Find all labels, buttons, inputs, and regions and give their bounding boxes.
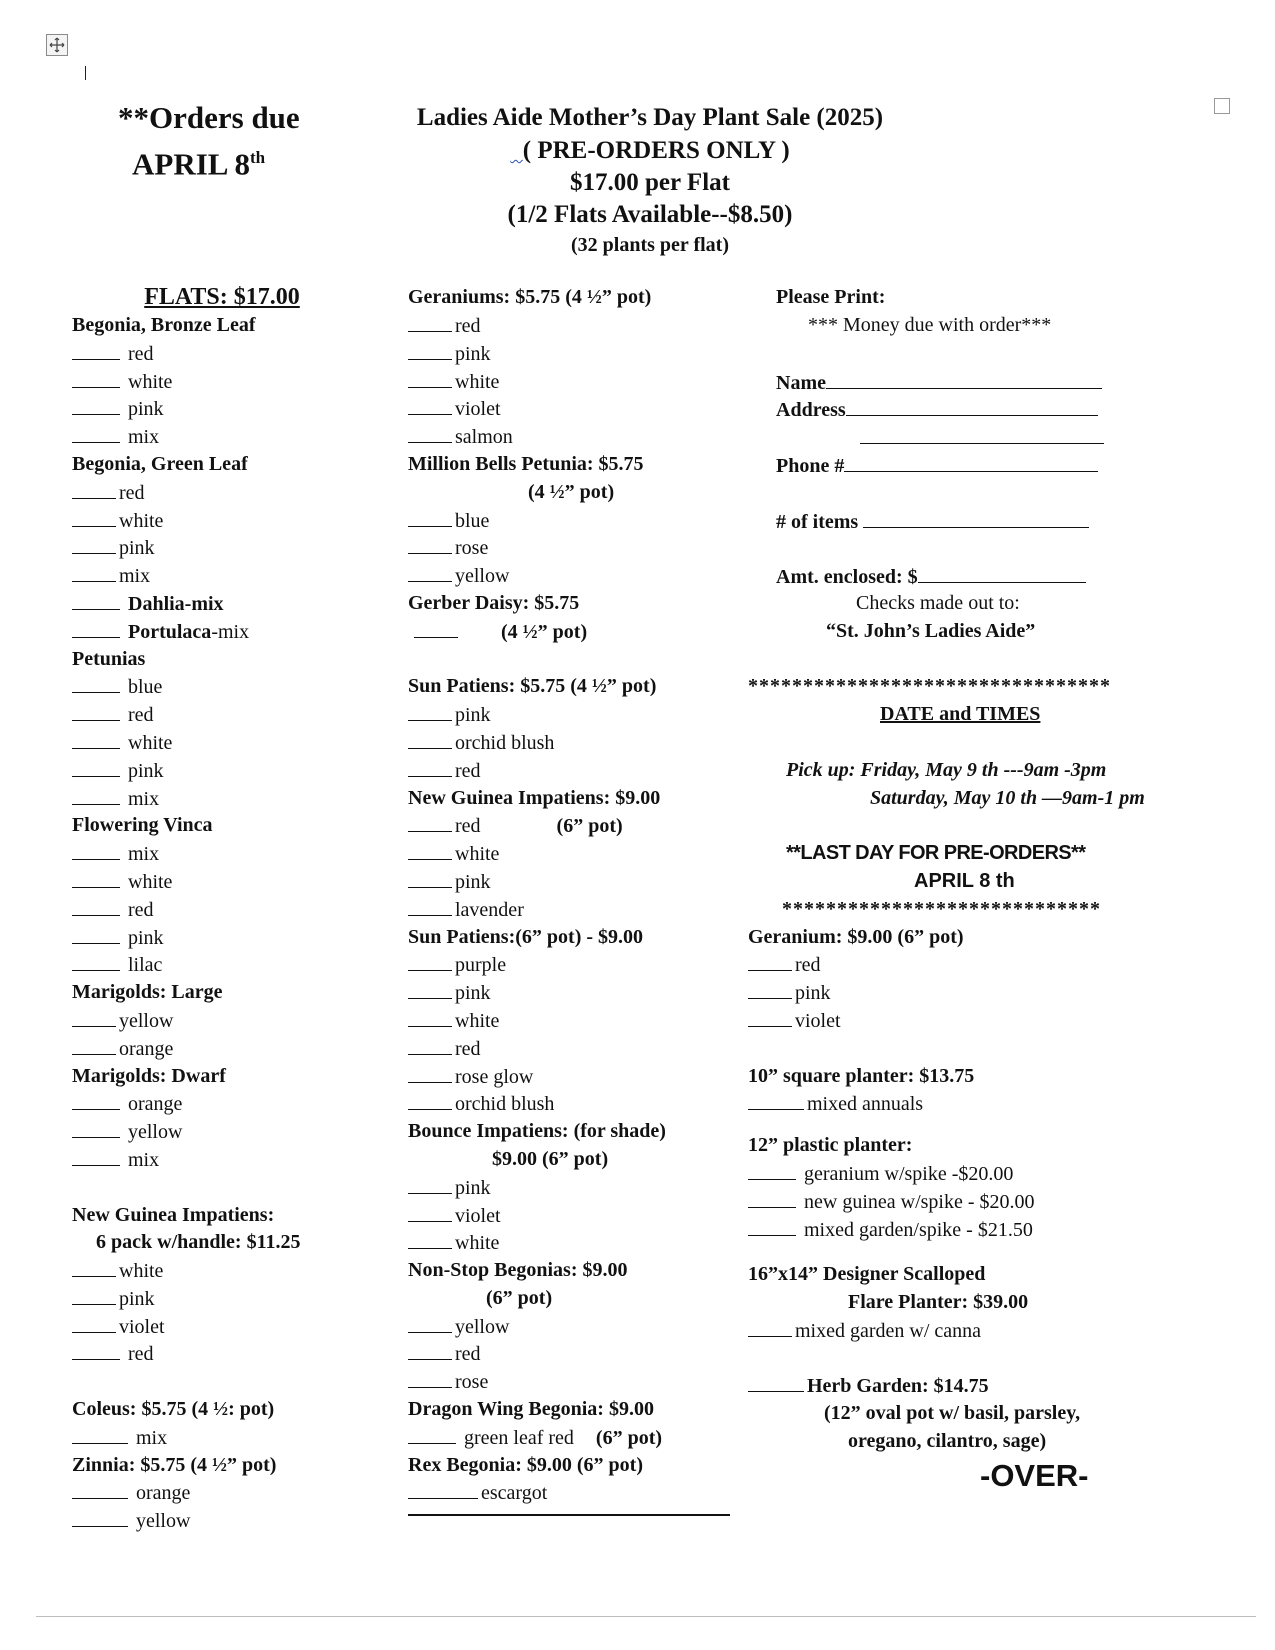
list-item[interactable]: violet: [408, 1202, 728, 1230]
sale-price: $17.00 per Flat: [570, 169, 730, 196]
checks-note: Checks made out to:: [856, 591, 1020, 614]
star-divider-2: *****************************: [782, 897, 1101, 920]
coleus-title: Coleus: $5.75 (4 ½: pot): [72, 1398, 275, 1421]
herb-garden-title[interactable]: Herb Garden: $14.75: [748, 1372, 1218, 1400]
list-item[interactable]: lavender: [408, 896, 728, 924]
list-item[interactable]: lilac: [72, 951, 372, 979]
marigold-dwarf-title: Marigolds: Dwarf: [72, 1064, 226, 1087]
ngi-pack-price: 6 pack w/handle: $11.25: [96, 1231, 301, 1254]
list-item[interactable]: pink: [72, 534, 372, 562]
sun-patiens-title: Sun Patiens: $5.75 (4 ½” pot): [408, 675, 657, 698]
last-day-notice: **LAST DAY FOR PRE-ORDERS**: [786, 842, 1086, 865]
list-item[interactable]: violet: [748, 1007, 1218, 1035]
scalloped-price: Flare Planter: $39.00: [848, 1291, 1029, 1314]
list-item[interactable]: blue: [408, 507, 728, 535]
sale-subtitle: ( PRE-ORDERS ONLY ): [522, 137, 790, 164]
list-item[interactable]: mixed annuals: [748, 1090, 1218, 1118]
bounce-title: Bounce Impatiens: (for shade): [408, 1120, 666, 1143]
list-item[interactable]: red: [408, 1340, 728, 1368]
list-item[interactable]: white: [408, 840, 728, 868]
list-item[interactable]: white: [408, 1229, 728, 1257]
list-item[interactable]: rose: [408, 534, 728, 562]
over-label: -OVER-: [980, 1457, 1089, 1493]
divider: [408, 1513, 730, 1516]
list-item[interactable]: white: [72, 368, 372, 396]
list-item[interactable]: yellow: [408, 1313, 728, 1341]
items-field[interactable]: # of items: [748, 507, 1218, 535]
list-item[interactable]: mixed garden w/ canna: [748, 1317, 1218, 1345]
sale-header: [360, 100, 940, 259]
list-item[interactable]: red: [72, 340, 372, 368]
list-item[interactable]: pink: [72, 1285, 372, 1313]
amount-field[interactable]: Amt. enclosed: $: [748, 562, 1218, 590]
list-item[interactable]: yellow: [408, 562, 728, 590]
plants-per-flat: (32 plants per flat): [571, 234, 729, 256]
address-field[interactable]: Address: [748, 395, 1218, 423]
flats-column: [72, 282, 372, 1535]
date-times-heading: DATE and TIMES: [880, 703, 1041, 726]
list-item[interactable]: red: [72, 1340, 372, 1368]
square-planter-title: 10” square planter: $13.75: [748, 1064, 975, 1087]
scalloped-title: 16”x14” Designer Scalloped: [748, 1263, 986, 1286]
geranium-6-title: Geranium: $9.00 (6” pot): [748, 925, 964, 948]
page-bottom-rule: [36, 1616, 1256, 1617]
list-item[interactable]: new guinea w/spike - $20.00: [748, 1188, 1218, 1216]
move-handle-icon[interactable]: [46, 34, 68, 56]
please-print: Please Print:: [776, 286, 886, 308]
list-item[interactable]: mix: [72, 785, 372, 813]
rex-title: Rex Begonia: $9.00 (6” pot): [408, 1453, 643, 1476]
list-item[interactable]: red: [72, 701, 372, 729]
list-item[interactable]: violet: [72, 1313, 372, 1341]
list-item[interactable]: orange: [72, 1479, 372, 1507]
list-item[interactable]: yellow: [72, 1118, 372, 1146]
million-bells-pot: (4 ½” pot): [528, 480, 615, 503]
herb-garden-desc1: (12” oval pot w/ basil, parsley,: [824, 1402, 1081, 1425]
list-item[interactable]: red: [72, 896, 372, 924]
list-item[interactable]: purple: [408, 951, 728, 979]
list-item[interactable]: red: [408, 1035, 728, 1063]
list-item[interactable]: orange: [72, 1090, 372, 1118]
pickup-friday: Pick up: Friday, May 9 th ---9am -3pm: [786, 758, 1107, 781]
list-item[interactable]: pink: [748, 979, 1218, 1007]
list-item[interactable]: rose: [408, 1368, 728, 1396]
list-item[interactable]: mix: [72, 840, 372, 868]
gerber-item[interactable]: (4 ½” pot): [408, 618, 728, 646]
orders-due-notice: [118, 98, 348, 184]
list-item[interactable]: white: [72, 729, 372, 757]
resize-handle-icon[interactable]: [1214, 98, 1230, 114]
gerber-title: Gerber Daisy: $5.75: [408, 591, 580, 614]
order-info-column: [748, 282, 1218, 1496]
orders-due-line2: [118, 138, 348, 184]
list-item[interactable]: pink: [72, 395, 372, 423]
list-item[interactable]: blue: [72, 673, 372, 701]
list-item[interactable]: pink: [72, 924, 372, 952]
list-item[interactable]: pink: [72, 757, 372, 785]
portulaca-item[interactable]: Portulaca-mix: [72, 618, 372, 646]
marigold-large-title: Marigolds: Large: [72, 981, 223, 1004]
list-item[interactable]: yellow: [72, 1007, 372, 1035]
last-day-date: APRIL 8 th: [914, 869, 1015, 892]
orders-due-suffix: th: [250, 148, 266, 167]
nonstop-pot: (6” pot): [486, 1286, 553, 1309]
list-item[interactable]: red (6” pot): [408, 812, 728, 840]
list-item[interactable]: mix: [72, 1146, 372, 1174]
list-item[interactable]: orchid blush: [408, 1090, 728, 1118]
list-item[interactable]: violet: [408, 395, 728, 423]
plastic-planter-title: 12” plastic planter:: [748, 1134, 913, 1157]
list-item[interactable]: pink: [408, 868, 728, 896]
orders-due-line1: **Orders due: [118, 100, 300, 135]
list-item[interactable]: orange: [72, 1035, 372, 1063]
list-item[interactable]: mix: [72, 1424, 372, 1452]
list-item[interactable]: white: [408, 368, 728, 396]
vinca-title: Flowering Vinca: [72, 814, 213, 837]
begonia-green-title: Begonia, Green Leaf: [72, 452, 248, 475]
list-item[interactable]: mix: [72, 423, 372, 451]
list-item[interactable]: white: [72, 1257, 372, 1285]
text-cursor: [85, 66, 86, 80]
list-item[interactable]: geranium w/spike -$20.00: [748, 1160, 1218, 1188]
nonstop-title: Non-Stop Begonias: $9.00: [408, 1259, 628, 1282]
phone-field[interactable]: Phone #: [748, 451, 1218, 479]
list-item[interactable]: white: [72, 507, 372, 535]
ngi-pack-title: New Guinea Impatiens:: [72, 1203, 275, 1226]
begonia-bronze-title: Begonia, Bronze Leaf: [72, 314, 256, 336]
star-divider: *********************************: [748, 675, 1111, 698]
million-bells-title: Million Bells Petunia: $5.75: [408, 452, 644, 475]
list-item[interactable]: pink: [408, 979, 728, 1007]
address-field-line2[interactable]: [748, 423, 1218, 451]
ngi-pot-title: New Guinea Impatiens: $9.00: [408, 786, 661, 809]
list-item[interactable]: red: [408, 757, 728, 785]
list-item[interactable]: green leaf red (6” pot): [408, 1424, 728, 1452]
bounce-price: $9.00 (6” pot): [492, 1147, 609, 1170]
list-item[interactable]: red: [72, 479, 372, 507]
list-item[interactable]: mixed garden/spike - $21.50: [748, 1216, 1218, 1244]
money-due: *** Money due with order***: [808, 314, 1052, 336]
orders-due-date: APRIL 8: [132, 146, 250, 182]
list-item[interactable]: yellow: [72, 1507, 372, 1535]
list-item[interactable]: pink: [408, 701, 728, 729]
pots-column: [408, 282, 728, 1516]
list-item[interactable]: rose glow: [408, 1063, 728, 1091]
dragon-wing-title: Dragon Wing Begonia: $9.00: [408, 1398, 654, 1421]
list-item[interactable]: white: [408, 1007, 728, 1035]
list-item[interactable]: pink: [408, 340, 728, 368]
list-item[interactable]: red: [748, 951, 1218, 979]
list-item[interactable]: pink: [408, 1174, 728, 1202]
list-item[interactable]: white: [72, 868, 372, 896]
name-field[interactable]: Name: [748, 368, 1218, 396]
payee: “St. John’s Ladies Aide”: [826, 619, 1036, 642]
flats-heading: FLATS: $17.00: [144, 284, 300, 310]
sale-title: Ladies Aide Mother’s Day Plant Sale (2025): [416, 104, 884, 131]
pickup-saturday: Saturday, May 10 th —9am-1 pm: [870, 786, 1145, 809]
sun-patiens-6-title: Sun Patiens:(6” pot) - $9.00: [408, 925, 644, 948]
list-item[interactable]: salmon: [408, 423, 728, 451]
list-item[interactable]: escargot: [408, 1479, 728, 1507]
herb-garden-desc2: oregano, cilantro, sage): [848, 1430, 1047, 1453]
dahlia-item[interactable]: Dahlia-mix: [72, 590, 372, 618]
list-item[interactable]: mix: [72, 562, 372, 590]
half-flat-note: (1/2 Flats Available--$8.50): [507, 201, 793, 228]
zinnia-title: Zinnia: $5.75 (4 ½” pot): [72, 1453, 277, 1476]
list-item[interactable]: orchid blush: [408, 729, 728, 757]
geraniums-title: Geraniums: $5.75 (4 ½” pot): [408, 286, 652, 308]
list-item[interactable]: red: [408, 312, 728, 340]
petunias-title: Petunias: [72, 647, 146, 670]
